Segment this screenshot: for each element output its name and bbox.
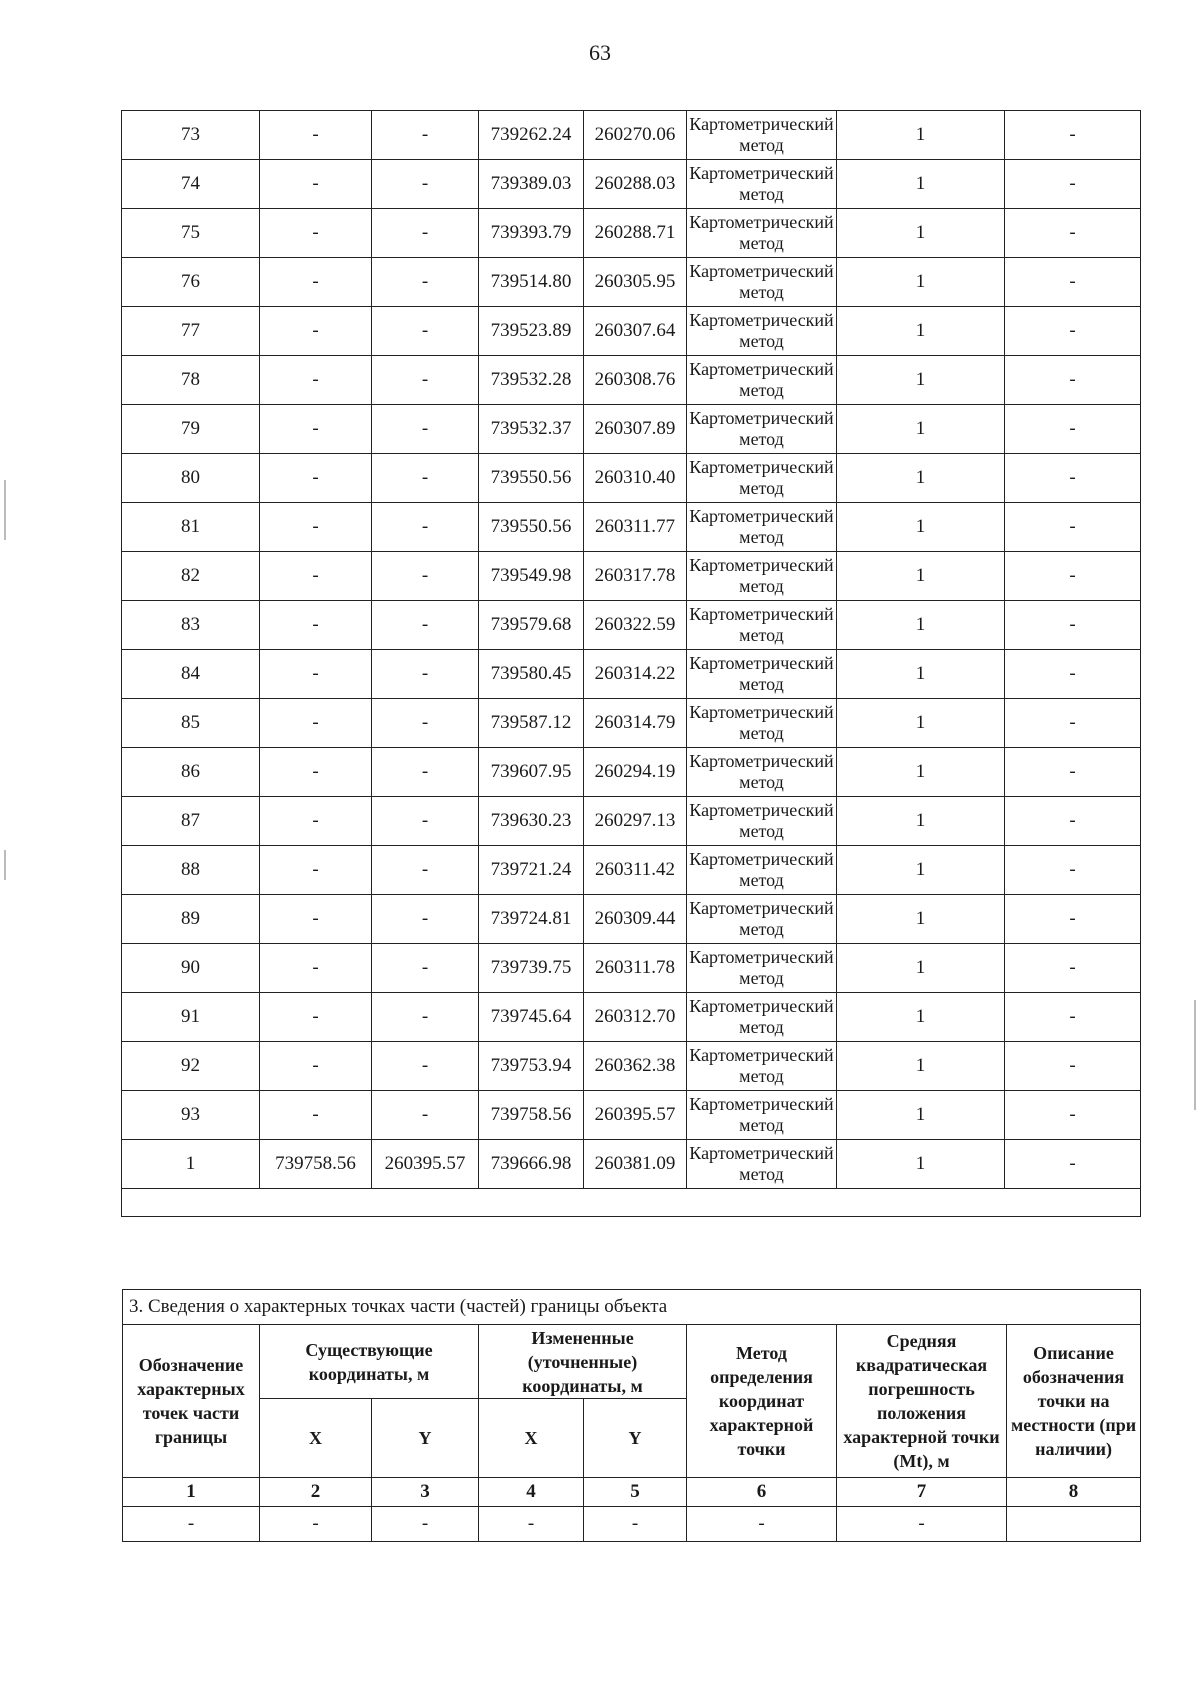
existing-x-cell: - — [260, 846, 372, 895]
header-existing-x: X — [260, 1399, 372, 1478]
existing-y-cell: - — [372, 209, 479, 258]
table-row — [122, 111, 1141, 160]
method-cell: Картометрический метод — [687, 944, 837, 993]
accuracy-cell: 1 — [837, 503, 1005, 552]
existing-y-cell: - — [372, 111, 479, 160]
description-cell: - — [1005, 601, 1141, 650]
method-cell: Картометрический метод — [687, 1091, 837, 1140]
method-cell: Картометрический метод — [687, 895, 837, 944]
changed-y-cell: 260294.19 — [584, 748, 687, 797]
table-row — [122, 993, 1141, 1042]
changed-y-cell: 260297.13 — [584, 797, 687, 846]
table-row — [122, 307, 1141, 356]
existing-y-cell: - — [372, 552, 479, 601]
changed-y-cell: 260307.89 — [584, 405, 687, 454]
existing-x-cell: - — [260, 552, 372, 601]
changed-x-cell: 739514.80 — [479, 258, 584, 307]
existing-y-cell: - — [372, 797, 479, 846]
changed-y-cell: 260310.40 — [584, 454, 687, 503]
existing-y-cell: - — [372, 601, 479, 650]
existing-x-cell: - — [260, 944, 372, 993]
method-cell: Картометрический метод — [687, 601, 837, 650]
description-cell: - — [1005, 307, 1141, 356]
existing-y-cell: - — [372, 993, 479, 1042]
changed-x-cell: 739607.95 — [479, 748, 584, 797]
accuracy-cell: 1 — [837, 797, 1005, 846]
data-cell: - — [372, 1507, 479, 1542]
description-cell: - — [1005, 209, 1141, 258]
description-cell: - — [1005, 356, 1141, 405]
table-row — [122, 258, 1141, 307]
description-cell: - — [1005, 160, 1141, 209]
method-cell: Картометрический метод — [687, 1042, 837, 1091]
existing-y-cell: - — [372, 650, 479, 699]
accuracy-cell: 1 — [837, 454, 1005, 503]
table-row — [122, 797, 1141, 846]
changed-x-cell: 739580.45 — [479, 650, 584, 699]
existing-y-cell: - — [372, 1091, 479, 1140]
description-cell: - — [1005, 650, 1141, 699]
point-number-cell: 80 — [122, 454, 260, 503]
method-cell: Картометрический метод — [687, 160, 837, 209]
point-number-cell: 76 — [122, 258, 260, 307]
changed-x-cell: 739389.03 — [479, 160, 584, 209]
changed-x-cell: 739549.98 — [479, 552, 584, 601]
changed-y-cell: 260317.78 — [584, 552, 687, 601]
changed-y-cell: 260314.79 — [584, 699, 687, 748]
point-number-cell: 81 — [122, 503, 260, 552]
changed-x-cell: 739721.24 — [479, 846, 584, 895]
existing-y-cell: - — [372, 160, 479, 209]
existing-x-cell: 739758.56 — [260, 1140, 372, 1189]
description-cell: - — [1005, 797, 1141, 846]
accuracy-cell: 1 — [837, 307, 1005, 356]
changed-y-cell: 260270.06 — [584, 111, 687, 160]
column-number: 7 — [837, 1478, 1007, 1507]
point-number-cell: 75 — [122, 209, 260, 258]
existing-x-cell: - — [260, 797, 372, 846]
header-existing-coords: Существующие координаты, м — [260, 1325, 479, 1399]
data-cell: - — [123, 1507, 260, 1542]
accuracy-cell: 1 — [837, 748, 1005, 797]
method-cell: Картометрический метод — [687, 454, 837, 503]
changed-y-cell: 260311.78 — [584, 944, 687, 993]
method-cell: Картометрический метод — [687, 650, 837, 699]
point-number-cell: 87 — [122, 797, 260, 846]
description-cell: - — [1005, 1140, 1141, 1189]
existing-y-cell: - — [372, 846, 479, 895]
accuracy-cell: 1 — [837, 699, 1005, 748]
changed-x-cell: 739532.37 — [479, 405, 584, 454]
points-table — [121, 110, 1141, 1217]
changed-y-cell: 260362.38 — [584, 1042, 687, 1091]
changed-x-cell: 739550.56 — [479, 503, 584, 552]
changed-y-cell: 260307.64 — [584, 307, 687, 356]
scan-edge-mark — [4, 850, 6, 880]
description-cell: - — [1005, 993, 1141, 1042]
existing-y-cell: - — [372, 258, 479, 307]
page-number: 63 — [589, 40, 611, 65]
table-row — [122, 1140, 1141, 1189]
changed-y-cell: 260322.59 — [584, 601, 687, 650]
existing-x-cell: - — [260, 699, 372, 748]
empty-cell — [122, 1189, 1141, 1217]
method-cell: Картометрический метод — [687, 846, 837, 895]
description-cell: - — [1005, 258, 1141, 307]
changed-y-cell: 260311.42 — [584, 846, 687, 895]
accuracy-cell: 1 — [837, 356, 1005, 405]
changed-x-cell: 739745.64 — [479, 993, 584, 1042]
existing-x-cell: - — [260, 111, 372, 160]
header-designation: Обозначение характерных точек части границы — [123, 1325, 260, 1478]
existing-y-cell: - — [372, 699, 479, 748]
table-row — [122, 503, 1141, 552]
changed-y-cell: 260288.71 — [584, 209, 687, 258]
accuracy-cell: 1 — [837, 405, 1005, 454]
method-cell: Картометрический метод — [687, 111, 837, 160]
existing-x-cell: - — [260, 650, 372, 699]
accuracy-cell: 1 — [837, 209, 1005, 258]
changed-y-cell: 260395.57 — [584, 1091, 687, 1140]
existing-x-cell: - — [260, 258, 372, 307]
description-cell: - — [1005, 846, 1141, 895]
existing-y-cell: - — [372, 748, 479, 797]
changed-x-cell: 739587.12 — [479, 699, 584, 748]
point-number-cell: 89 — [122, 895, 260, 944]
data-cell — [1007, 1507, 1141, 1542]
table-row — [122, 405, 1141, 454]
header-description: Описание обозначения точки на местности (при наличии) — [1007, 1325, 1141, 1478]
point-number-cell: 82 — [122, 552, 260, 601]
table-row — [122, 454, 1141, 503]
existing-x-cell: - — [260, 209, 372, 258]
accuracy-cell: 1 — [837, 1140, 1005, 1189]
data-cell: - — [837, 1507, 1007, 1542]
data-cell: - — [687, 1507, 837, 1542]
column-number: 8 — [1007, 1478, 1141, 1507]
method-cell: Картометрический метод — [687, 209, 837, 258]
scan-edge-mark — [1194, 1000, 1196, 1110]
accuracy-cell: 1 — [837, 944, 1005, 993]
point-number-cell: 84 — [122, 650, 260, 699]
existing-x-cell: - — [260, 160, 372, 209]
method-cell: Картометрический метод — [687, 797, 837, 846]
header-accuracy: Средняя квадратическая погрешность положения характерной точки (Mt), м — [837, 1325, 1007, 1478]
table-row — [122, 552, 1141, 601]
changed-y-cell: 260314.22 — [584, 650, 687, 699]
data-cell: - — [260, 1507, 372, 1542]
table-row — [122, 650, 1141, 699]
table-row — [122, 748, 1141, 797]
header-changed-y: Y — [584, 1399, 687, 1478]
existing-y-cell: - — [372, 454, 479, 503]
point-number-cell: 83 — [122, 601, 260, 650]
point-number-cell: 73 — [122, 111, 260, 160]
existing-x-cell: - — [260, 601, 372, 650]
point-number-cell: 88 — [122, 846, 260, 895]
point-number-cell: 1 — [122, 1140, 260, 1189]
header-method: Метод определения координат характерной точки — [687, 1325, 837, 1478]
existing-x-cell: - — [260, 1042, 372, 1091]
point-number-cell: 86 — [122, 748, 260, 797]
description-cell: - — [1005, 895, 1141, 944]
description-cell: - — [1005, 748, 1141, 797]
existing-x-cell: - — [260, 307, 372, 356]
column-number: 1 — [123, 1478, 260, 1507]
description-cell: - — [1005, 454, 1141, 503]
method-cell: Картометрический метод — [687, 748, 837, 797]
accuracy-cell: 1 — [837, 1091, 1005, 1140]
method-cell: Картометрический метод — [687, 258, 837, 307]
existing-y-cell: - — [372, 405, 479, 454]
existing-x-cell: - — [260, 454, 372, 503]
changed-y-cell: 260311.77 — [584, 503, 687, 552]
accuracy-cell: 1 — [837, 846, 1005, 895]
changed-x-cell: 739753.94 — [479, 1042, 584, 1091]
header-existing-y: Y — [372, 1399, 479, 1478]
point-number-cell: 85 — [122, 699, 260, 748]
point-number-cell: 74 — [122, 160, 260, 209]
accuracy-cell: 1 — [837, 895, 1005, 944]
method-cell: Картометрический метод — [687, 405, 837, 454]
header-changed-coords: Измененные (уточненные) координаты, м — [479, 1325, 687, 1399]
point-number-cell: 78 — [122, 356, 260, 405]
table-row — [122, 699, 1141, 748]
section3-title: 3. Сведения о характерных точках части (частей) границы объекта — [123, 1290, 1141, 1325]
point-number-cell: 79 — [122, 405, 260, 454]
empty-row — [122, 1189, 1141, 1217]
changed-y-cell: 260308.76 — [584, 356, 687, 405]
changed-x-cell: 739724.81 — [479, 895, 584, 944]
existing-y-cell: 260395.57 — [372, 1140, 479, 1189]
description-cell: - — [1005, 699, 1141, 748]
method-cell: Картометрический метод — [687, 307, 837, 356]
table-row — [122, 895, 1141, 944]
existing-x-cell: - — [260, 503, 372, 552]
changed-y-cell: 260309.44 — [584, 895, 687, 944]
section3-table — [122, 1289, 1141, 1542]
description-cell: - — [1005, 405, 1141, 454]
description-cell: - — [1005, 1042, 1141, 1091]
existing-x-cell: - — [260, 356, 372, 405]
data-cell: - — [479, 1507, 584, 1542]
accuracy-cell: 1 — [837, 258, 1005, 307]
description-cell: - — [1005, 503, 1141, 552]
accuracy-cell: 1 — [837, 160, 1005, 209]
description-cell: - — [1005, 111, 1141, 160]
accuracy-cell: 1 — [837, 650, 1005, 699]
point-number-cell: 92 — [122, 1042, 260, 1091]
column-number: 4 — [479, 1478, 584, 1507]
table-row — [122, 160, 1141, 209]
method-cell: Картометрический метод — [687, 1140, 837, 1189]
method-cell: Картометрический метод — [687, 993, 837, 1042]
existing-x-cell: - — [260, 1091, 372, 1140]
description-cell: - — [1005, 944, 1141, 993]
existing-y-cell: - — [372, 503, 479, 552]
header-changed-x: X — [479, 1399, 584, 1478]
method-cell: Картометрический метод — [687, 503, 837, 552]
existing-x-cell: - — [260, 993, 372, 1042]
existing-y-cell: - — [372, 307, 479, 356]
changed-y-cell: 260288.03 — [584, 160, 687, 209]
table-row — [122, 846, 1141, 895]
existing-y-cell: - — [372, 895, 479, 944]
point-number-cell: 77 — [122, 307, 260, 356]
method-cell: Картометрический метод — [687, 356, 837, 405]
accuracy-cell: 1 — [837, 601, 1005, 650]
accuracy-cell: 1 — [837, 552, 1005, 601]
existing-x-cell: - — [260, 405, 372, 454]
point-number-cell: 93 — [122, 1091, 260, 1140]
table-row — [122, 1091, 1141, 1140]
changed-y-cell: 260312.70 — [584, 993, 687, 1042]
scan-edge-mark — [4, 480, 6, 540]
existing-x-cell: - — [260, 895, 372, 944]
point-number-cell: 90 — [122, 944, 260, 993]
table-row — [122, 356, 1141, 405]
column-number: 2 — [260, 1478, 372, 1507]
changed-x-cell: 739666.98 — [479, 1140, 584, 1189]
existing-y-cell: - — [372, 1042, 479, 1091]
changed-x-cell: 739739.75 — [479, 944, 584, 993]
column-number: 6 — [687, 1478, 837, 1507]
changed-x-cell: 739393.79 — [479, 209, 584, 258]
accuracy-cell: 1 — [837, 111, 1005, 160]
table-row — [122, 1042, 1141, 1091]
description-cell: - — [1005, 1091, 1141, 1140]
changed-y-cell: 260381.09 — [584, 1140, 687, 1189]
point-number-cell: 91 — [122, 993, 260, 1042]
accuracy-cell: 1 — [837, 1042, 1005, 1091]
table-row — [122, 601, 1141, 650]
changed-x-cell: 739532.28 — [479, 356, 584, 405]
table-row — [122, 944, 1141, 993]
changed-x-cell: 739523.89 — [479, 307, 584, 356]
table-row — [122, 209, 1141, 258]
changed-x-cell: 739550.56 — [479, 454, 584, 503]
accuracy-cell: 1 — [837, 993, 1005, 1042]
changed-x-cell: 739262.24 — [479, 111, 584, 160]
changed-y-cell: 260305.95 — [584, 258, 687, 307]
existing-y-cell: - — [372, 944, 479, 993]
changed-x-cell: 739579.68 — [479, 601, 584, 650]
description-cell: - — [1005, 552, 1141, 601]
method-cell: Картометрический метод — [687, 552, 837, 601]
changed-x-cell: 739758.56 — [479, 1091, 584, 1140]
changed-x-cell: 739630.23 — [479, 797, 584, 846]
method-cell: Картометрический метод — [687, 699, 837, 748]
column-number: 5 — [584, 1478, 687, 1507]
column-number: 3 — [372, 1478, 479, 1507]
existing-y-cell: - — [372, 356, 479, 405]
data-cell: - — [584, 1507, 687, 1542]
existing-x-cell: - — [260, 748, 372, 797]
